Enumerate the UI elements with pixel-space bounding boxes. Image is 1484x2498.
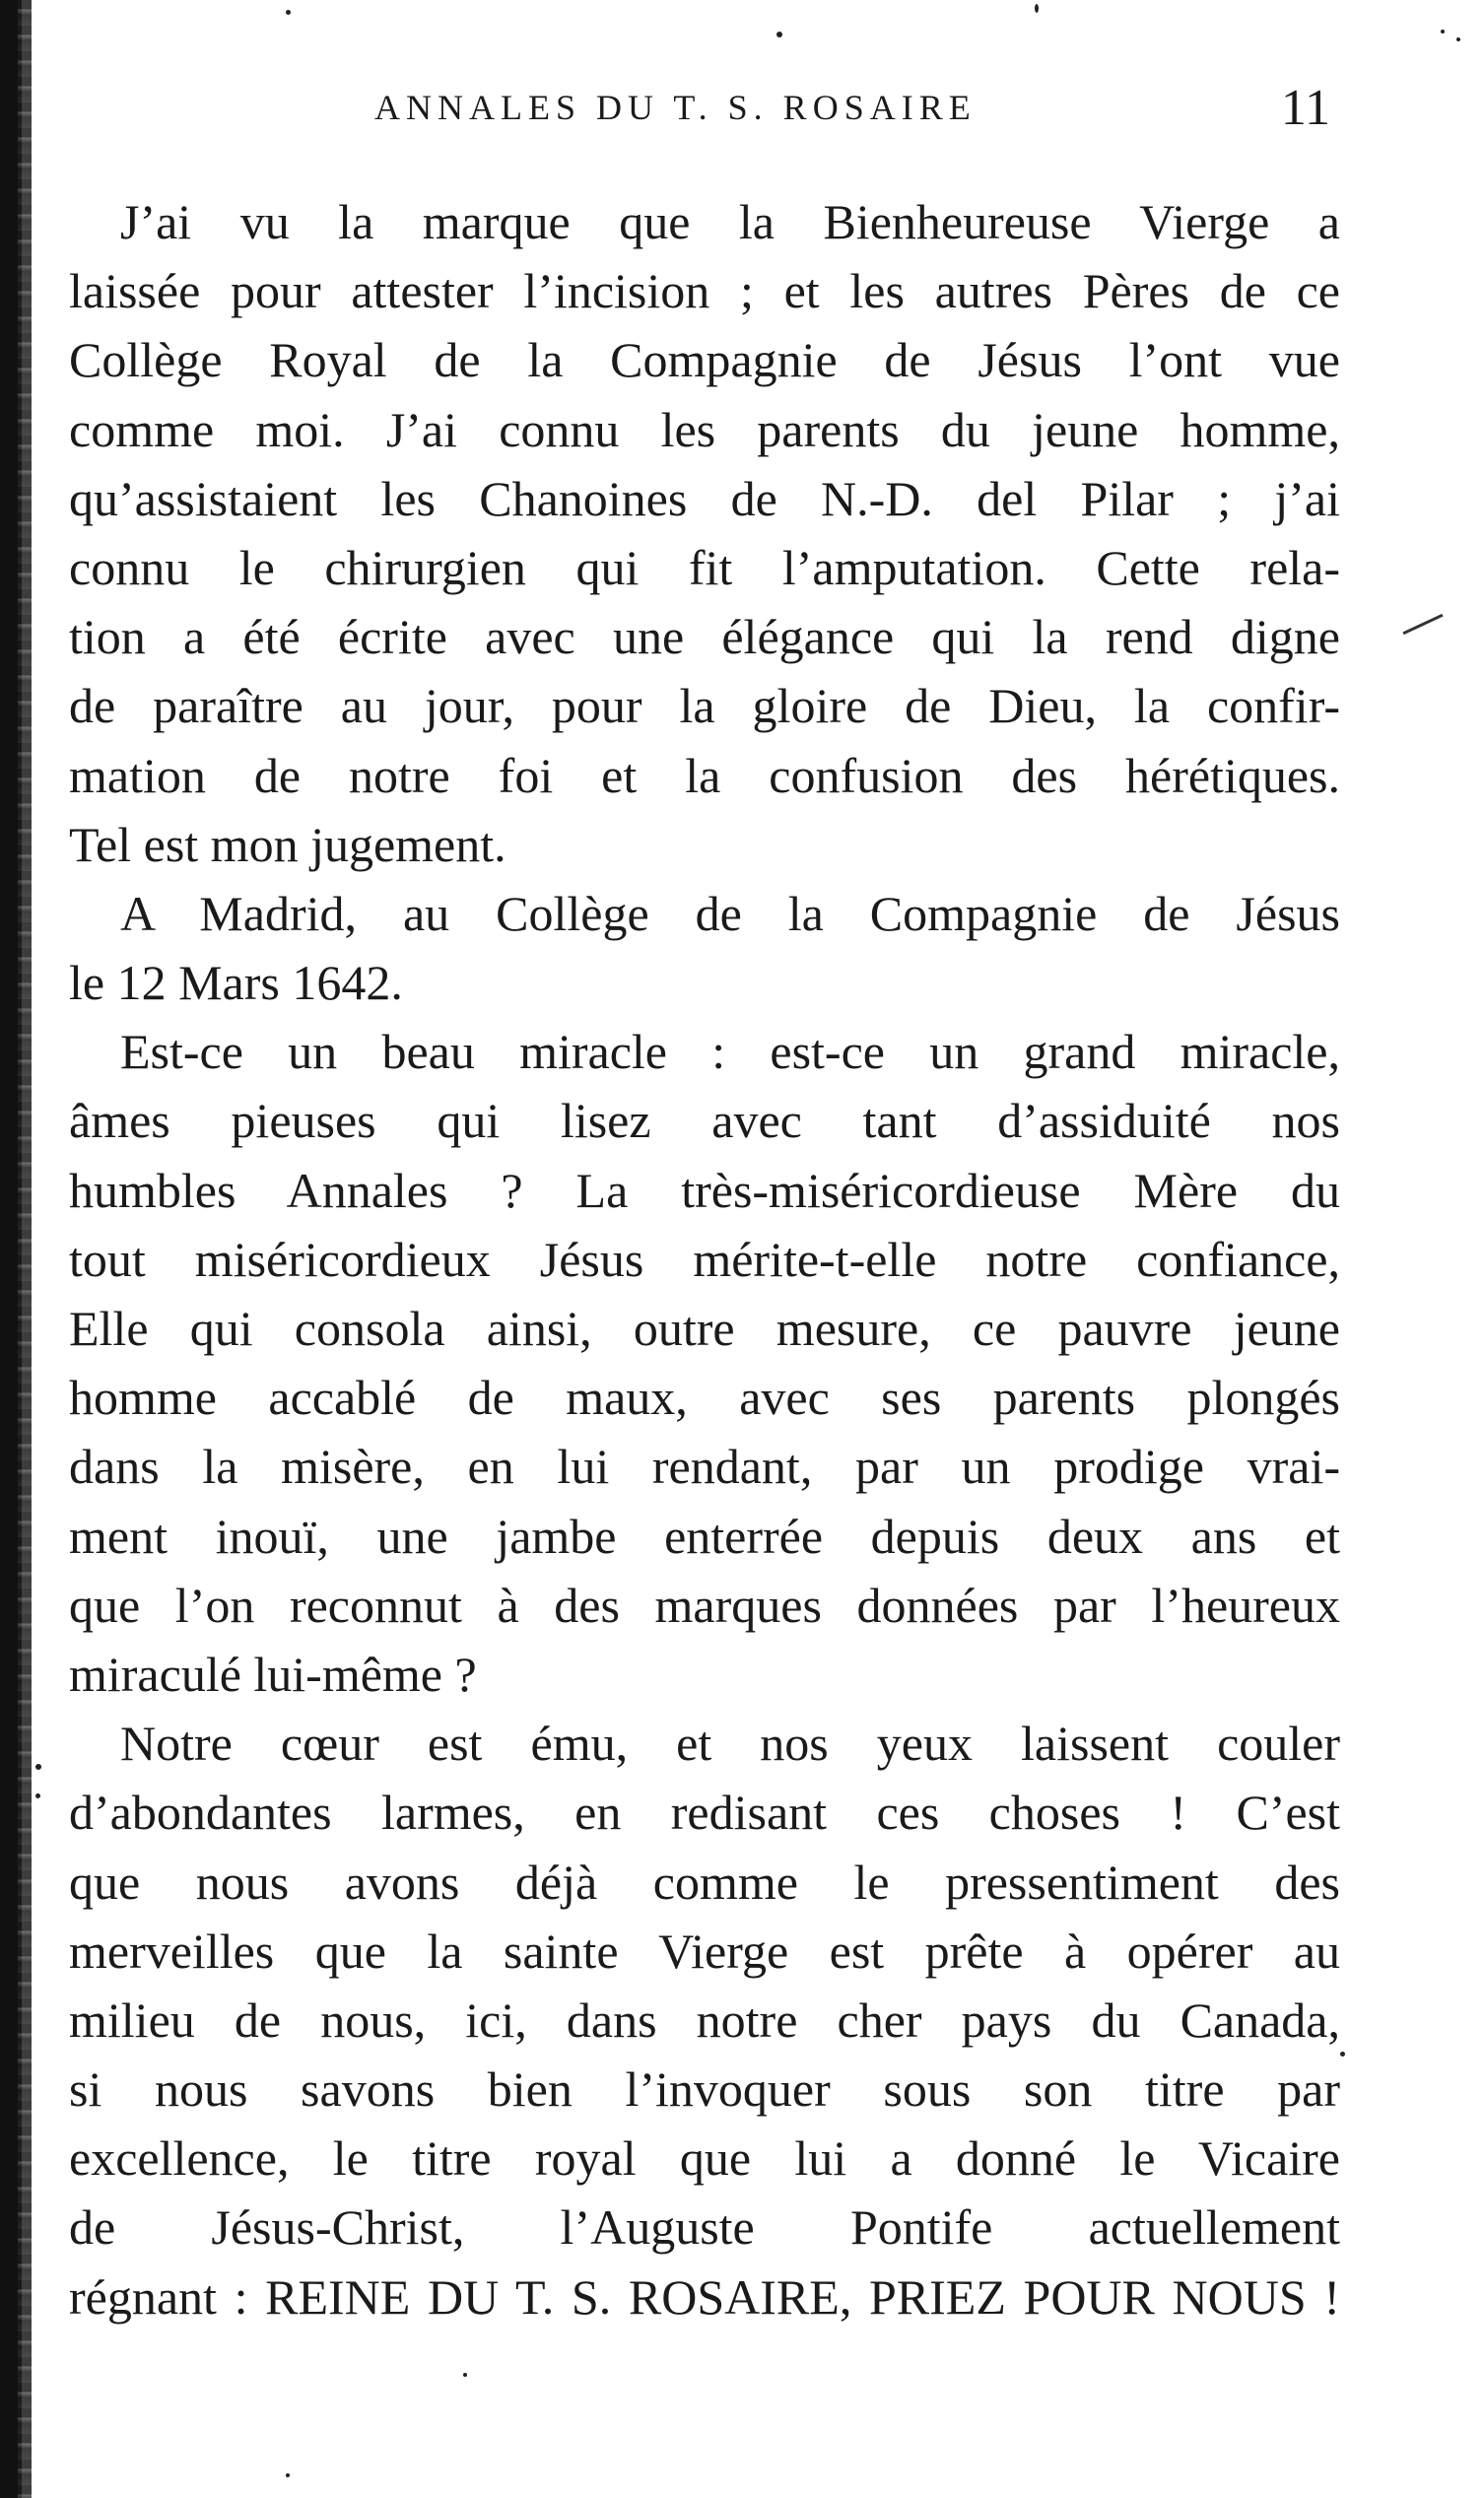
text-line: que l’on reconnut à des marques données par l’heureux	[69, 1577, 1340, 1633]
text-line: âmes pieuses qui lisez avec tant d’assiduité nos	[69, 1093, 1340, 1149]
text-line: merveilles que la sainte Vierge est prête à opérer au	[69, 1923, 1340, 1979]
text-line: si nous savons bien l’invoquer sous son titre par	[69, 2061, 1340, 2118]
text-line: laissée pour attester l’incision ; et les autres Pères de ce	[69, 263, 1340, 319]
text-line: d’abondantes larmes, en redisant ces choses ! C’est	[69, 1785, 1340, 1841]
text-line: homme accablé de maux, avec ses parents plongés	[69, 1370, 1340, 1426]
text-line: comme moi. J’ai connu les parents du jeune homme,	[69, 401, 1340, 457]
text-line: connu le chirurgien qui fit l’amputation. Cette rela-	[69, 539, 1340, 595]
text-line: régnant : REINE DU T. S. ROSAIRE, PRIEZ POUR NOUS !	[69, 2268, 1340, 2325]
page-body-text	[69, 187, 1340, 2331]
scan-speck	[286, 2473, 290, 2477]
text-line: Elle qui consola ainsi, outre mesure, ce pauvre jeune	[69, 1301, 1340, 1356]
text-line: Collège Royal de la Compagnie de Jésus l’ont vue	[69, 332, 1340, 388]
text-line: excellence, le titre royal que lui a donné le Vicaire	[69, 2130, 1340, 2187]
text-line: Tel est mon jugement.	[69, 816, 506, 872]
text-line: J’ai vu la marque que la Bienheureuse Vierge a	[120, 194, 1340, 249]
margin-pencil-mark	[1402, 614, 1443, 635]
scan-speck	[1340, 2052, 1345, 2057]
running-head: ANNALES DU T. S. ROSAIRE	[374, 88, 977, 127]
page-header	[69, 79, 1340, 138]
scan-speck	[286, 10, 291, 15]
scan-speck	[776, 32, 782, 37]
text-line: humbles Annales ? La très-miséricordieuse Mère du	[69, 1162, 1340, 1218]
scan-speck	[35, 1764, 41, 1770]
scan-speck	[463, 2373, 467, 2377]
text-line: Est-ce un beau miracle : est-ce un grand miracle,	[120, 1024, 1340, 1080]
text-line: ment inouï, une jambe enterrée depuis deux ans et	[69, 1508, 1340, 1564]
text-line: que nous avons déjà comme le pressentiment des	[69, 1854, 1340, 1910]
text-line: dans la misère, en lui rendant, par un prodige vrai-	[69, 1439, 1340, 1495]
scan-speck	[1441, 30, 1445, 34]
text-line: tout miséricordieux Jésus mérite-t-elle notre confiance,	[69, 1231, 1340, 1287]
text-line: qu’assistaient les Chanoines de N.-D. del Pilar ; j’ai	[69, 470, 1340, 526]
scan-speck	[35, 1793, 40, 1798]
text-line: de paraître au jour, pour la gloire de Dieu, la confir-	[69, 678, 1340, 734]
text-line: milieu de nous, ici, dans notre cher pays du Canada,	[69, 1992, 1340, 2048]
text-line: de Jésus-Christ, l’Auguste Pontife actuellement	[69, 2199, 1340, 2256]
text-line: mation de notre foi et la confusion des hérétiques.	[69, 747, 1340, 803]
text-line: miraculé lui-même ?	[69, 1646, 477, 1702]
text-line: le 12 Mars 1642.	[69, 955, 403, 1011]
page-number: 11	[1280, 80, 1330, 136]
page-binding-shadow	[18, 0, 32, 2498]
scan-speck	[1456, 37, 1460, 41]
scan-speck	[1035, 4, 1039, 13]
text-line: tion a été écrite avec une élégance qui la rend digne	[69, 609, 1340, 665]
text-line: Notre cœur est ému, et nos yeux laissent couler	[120, 1716, 1340, 1772]
text-line: A Madrid, au Collège de la Compagnie de Jésus	[120, 885, 1340, 941]
